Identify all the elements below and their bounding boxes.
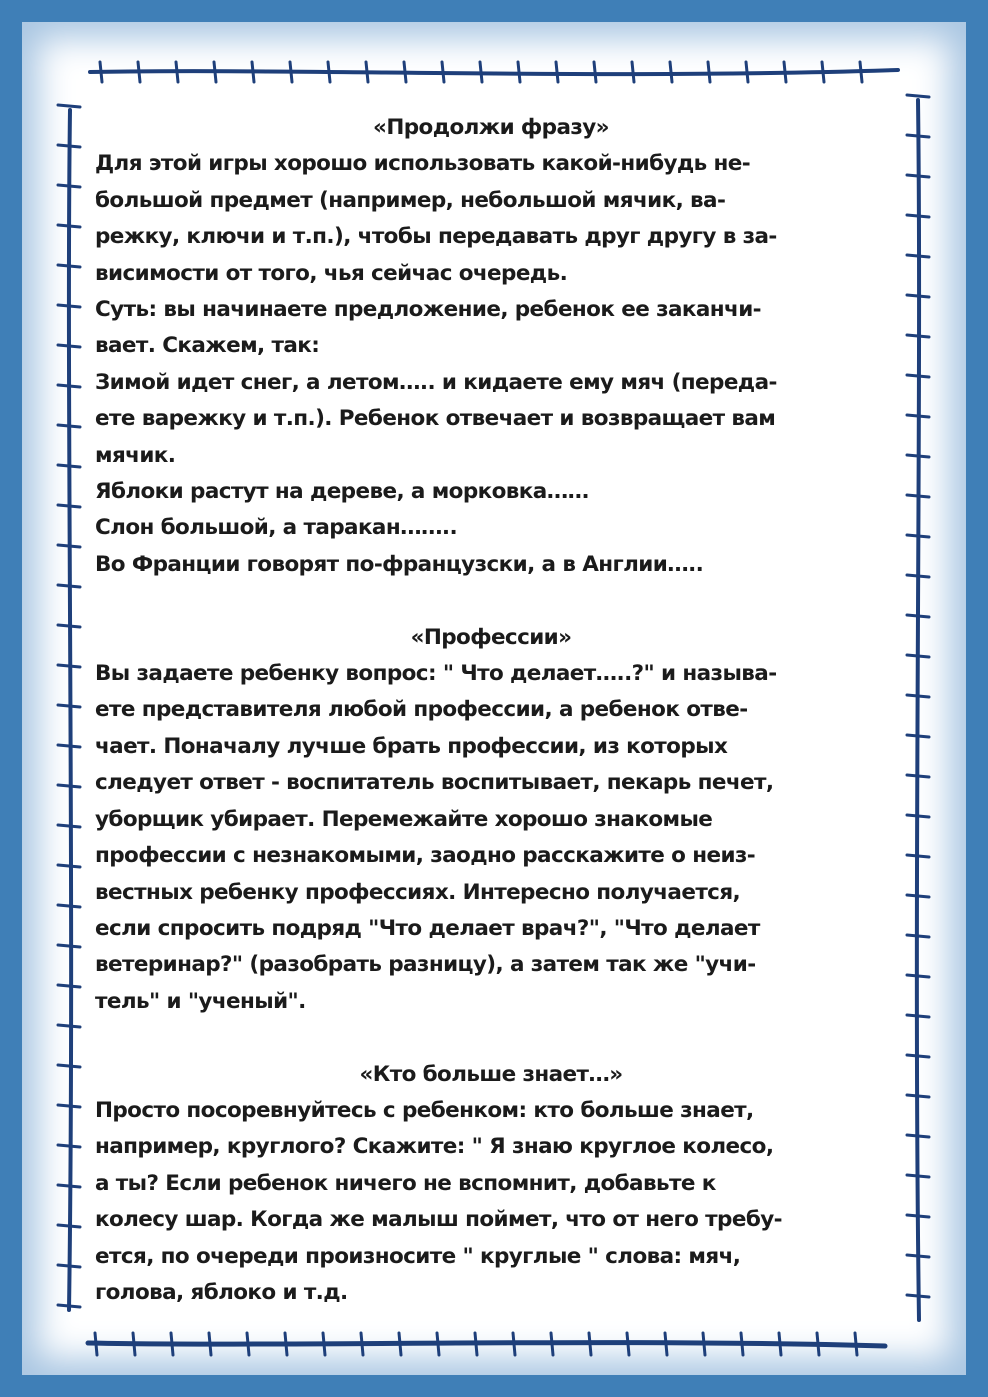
paragraph-line: профессии с незнакомыми, заодно расскажите о неиз- xyxy=(95,843,756,869)
section-who-knows-more xyxy=(95,1057,887,1312)
section-professions xyxy=(95,620,887,1020)
paragraph-line: Вы задаете ребенку вопрос: " Что делает…..?" и называ- xyxy=(95,661,777,687)
paragraph-line: ется, по очереди произносите " круглые " слова: мяч, xyxy=(95,1243,741,1269)
paragraph-line: вестных ребенку профессиях. Интересно получается, xyxy=(95,879,741,905)
document-body xyxy=(95,110,887,1311)
paragraph-line: следует ответ - воспитатель воспитывает, пекарь печет, xyxy=(95,770,774,796)
paragraph-line: Яблоки растут на дереве, а морковка…… xyxy=(95,479,589,505)
section-continue-phrase xyxy=(95,110,887,583)
paragraph-line: Слон большой, а таракан…….. xyxy=(95,515,458,541)
paragraph-line: Во Франции говорят по-французски, а в Англии….. xyxy=(95,551,704,577)
paragraph-line: Зимой идет снег, а летом….. и кидаете ему мяч (переда- xyxy=(95,369,777,395)
paragraph-line: ветеринар?" (разобрать разницу), а затем так же "учи- xyxy=(95,952,756,978)
paragraph-line: большой предмет (например, небольшой мячик, ва- xyxy=(95,187,726,213)
paragraph-line: уборщик убирает. Перемежайте хорошо знакомые xyxy=(95,806,713,832)
paragraph-line: вает. Скажем, так: xyxy=(95,333,320,359)
section-title: «Продолжи фразу» xyxy=(373,115,609,140)
section-title: «Кто больше знает…» xyxy=(359,1061,623,1087)
paragraph-line: колесу шар. Когда же малыш поймет, что от него требу- xyxy=(95,1207,782,1233)
paragraph-line: а ты? Если ребенок ничего не вспомнит, добавьте к xyxy=(95,1170,716,1196)
section-gap xyxy=(95,583,887,619)
paragraph-line: ете представителя любой профессии, а ребенок отве- xyxy=(95,697,748,723)
paragraph-line: чает. Поначалу лучше брать профессии, из которых xyxy=(95,733,728,759)
paragraph-line: висимости от того, чья сейчас очередь. xyxy=(95,260,568,286)
paragraph-line: тель" и "ученый". xyxy=(95,988,306,1014)
paragraph-line: Суть: вы начинаете предложение, ребенок ее заканчи- xyxy=(95,297,761,323)
paragraph-line: например, круглого? Скажите: " Я знаю круглое колесо, xyxy=(95,1134,774,1160)
paragraph-line: мячик. xyxy=(95,442,176,468)
paragraph-line: если спросить подряд "Что делает врач?", "Что делает xyxy=(95,915,760,941)
paragraph-line: Просто посоревнуйтесь с ребенком: кто больше знает, xyxy=(95,1097,754,1123)
paragraph-line: Для этой игры хорошо использовать какой-нибудь не- xyxy=(95,151,751,177)
section-title: «Профессии» xyxy=(410,624,572,650)
paragraph-line: режку, ключи и т.п.), чтобы передавать друг другу в за- xyxy=(95,224,777,250)
section-gap xyxy=(95,1020,887,1056)
paragraph-line: ете варежку и т.п.). Ребенок отвечает и возвращает вам xyxy=(95,406,776,432)
paragraph-line: голова, яблоко и т.д. xyxy=(95,1279,348,1305)
